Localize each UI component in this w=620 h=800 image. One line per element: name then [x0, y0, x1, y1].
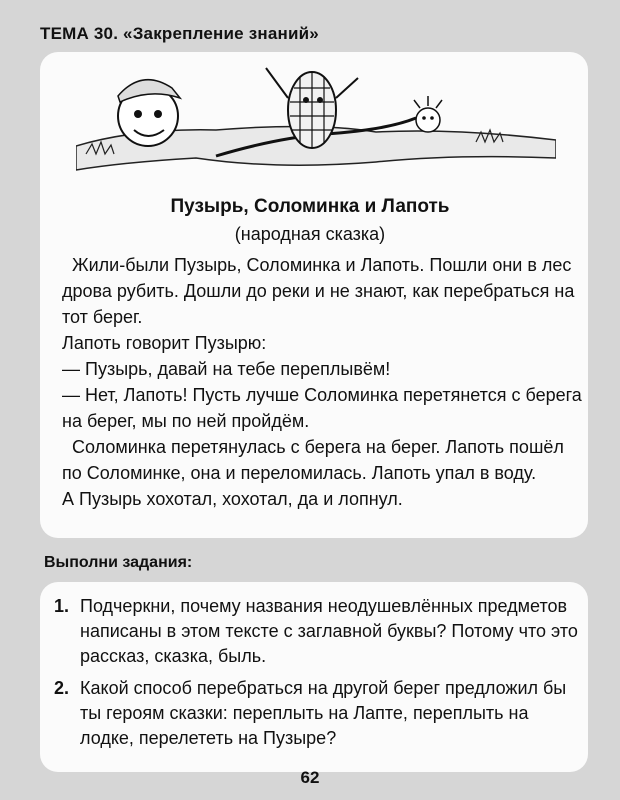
- task-number: 1.: [54, 596, 70, 616]
- story-subtitle: (народная сказка): [234, 224, 386, 244]
- story-paragraph: — Нет, Лапоть! Пусть лучше Соломинка перетянется с берега на берег, мы по ней пройдём.: [62, 385, 582, 431]
- bubble-character: [118, 80, 180, 146]
- story-paragraph: Жили-были Пузырь, Соломинка и Лапоть. Пошли они в лес дрова рубить. Дошли до реки и не знают, как перебраться на тот берег.: [62, 255, 575, 327]
- story-paragraph: А Пузырь хохотал, хохотал, да и лопнул.: [62, 489, 403, 509]
- tasks-heading: Выполни задания:: [44, 554, 193, 571]
- task-text: Какой способ перебраться на другой берег предложил бы ты героям сказки: переплыть на Лапте, переплыть на лодке, перелететь на Пузыре?: [80, 678, 567, 748]
- story-title: Пузырь, Соломинка и Лапоть: [170, 196, 450, 217]
- story-paragraph: — Пузырь, давай на тебе переплывём!: [62, 359, 391, 379]
- task-text: Подчеркни, почему названия неодушевлённых предметов написаны в этом тексте с заглавной буквы? Потому что это рассказ, сказка, быль.: [80, 596, 578, 666]
- task-item-2: [54, 676, 582, 751]
- fairy-tale-illustration: [76, 58, 556, 178]
- page-number: 62: [300, 768, 320, 787]
- task-item-1: [54, 594, 582, 669]
- task-number: 2.: [54, 678, 70, 698]
- story-paragraph: Лапоть говорит Пузырю:: [62, 333, 267, 353]
- story-text: [62, 252, 582, 512]
- straw-head: [414, 96, 442, 132]
- story-paragraph: Соломинка перетянулась с берега на берег. Лапоть пошёл по Соломинке, она и переломилась. Лапоть упал в воду.: [62, 437, 564, 483]
- topic-heading: ТЕМА 30. «Закрепление знаний»: [40, 24, 319, 43]
